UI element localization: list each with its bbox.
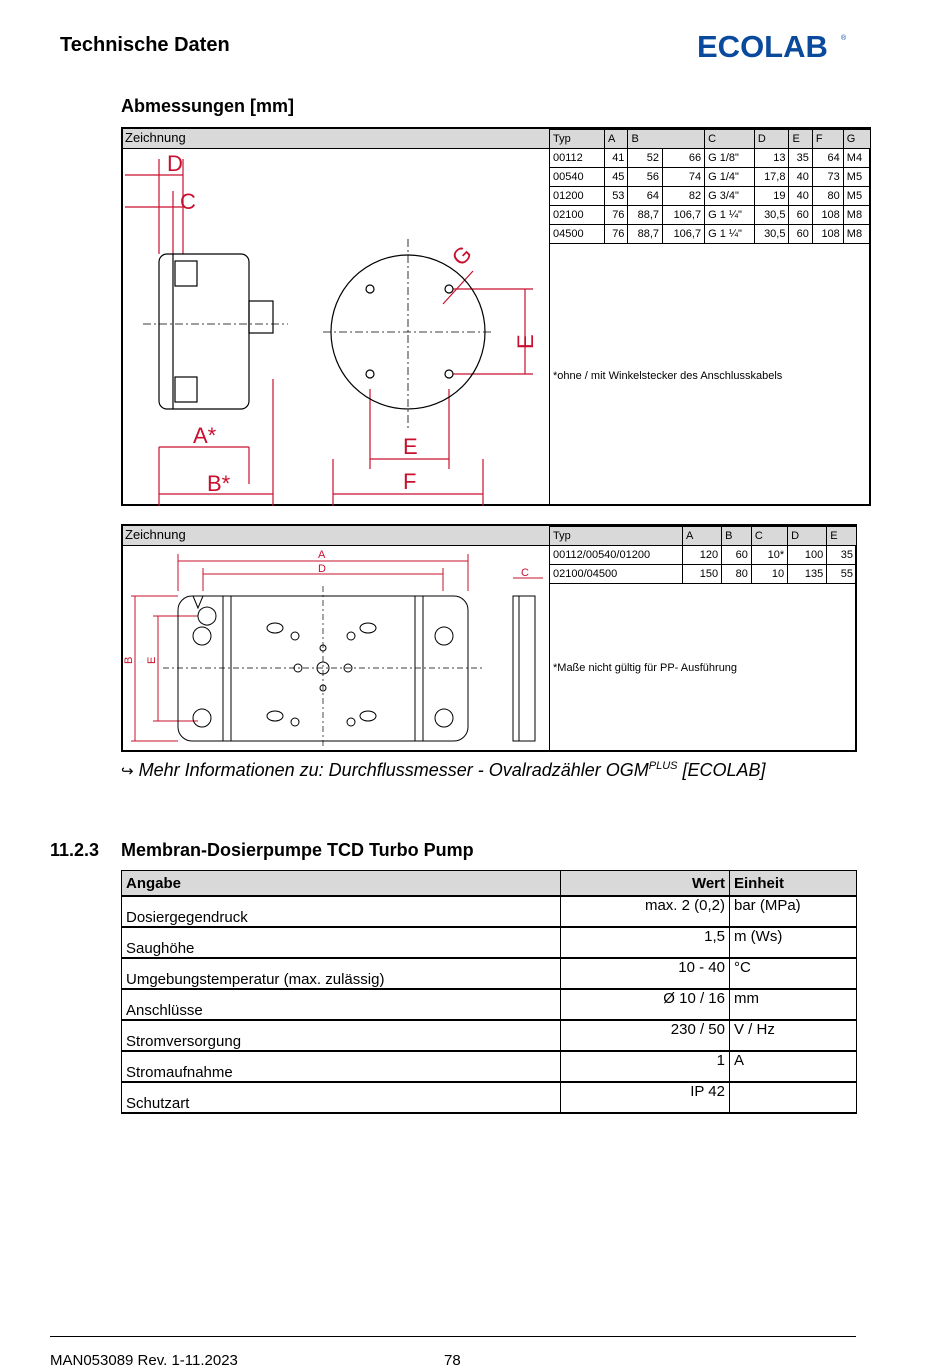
table-header-cell: F xyxy=(812,130,843,149)
cell: 30,5 xyxy=(754,206,789,225)
spec-header-row xyxy=(122,871,857,897)
more-info-suffix: [ECOLAB] xyxy=(677,760,766,780)
cell: 80 xyxy=(812,187,843,206)
cell: 150 xyxy=(683,565,722,584)
cell: 41 xyxy=(605,149,628,168)
drawing-label-b: B xyxy=(123,656,135,664)
spec-value: 1 xyxy=(561,1051,730,1082)
table-row xyxy=(550,546,857,565)
cell: 82 xyxy=(663,187,705,206)
spec-unit xyxy=(730,1082,857,1113)
table-header-cell: C xyxy=(705,130,755,149)
cell: 106,7 xyxy=(663,206,705,225)
cell: 60 xyxy=(789,225,812,244)
spec-unit: mm xyxy=(730,989,857,1020)
drawing-label-a: A* xyxy=(193,423,217,448)
drawing-label-c: C xyxy=(180,189,196,214)
cell: G 3/4" xyxy=(705,187,755,206)
drawing-label-g: G xyxy=(446,240,477,271)
cell: 76 xyxy=(605,225,628,244)
cell: 60 xyxy=(722,546,752,565)
cell: 52 xyxy=(628,149,663,168)
cell: 17,8 xyxy=(754,168,789,187)
footer-doc-id: MAN053089 Rev. 1-11.2023 xyxy=(50,1352,238,1369)
type-table-area xyxy=(549,129,872,506)
drawing-column-header: Zeichnung xyxy=(123,129,551,149)
spec-unit: m (Ws) xyxy=(730,927,857,958)
spec-label: Stromaufnahme xyxy=(122,1051,561,1082)
cell: 74 xyxy=(663,168,705,187)
cell: 02100/04500 xyxy=(550,565,683,584)
spec-unit: V / Hz xyxy=(730,1020,857,1051)
spec-value: 230 / 50 xyxy=(561,1020,730,1051)
table-header-cell: D xyxy=(788,527,827,546)
table-row xyxy=(122,1051,857,1082)
footer-page-number: 78 xyxy=(444,1352,461,1369)
table-row xyxy=(550,168,871,187)
table-row xyxy=(550,149,871,168)
spec-label: Dosiergegendruck xyxy=(122,896,561,927)
cell: 13 xyxy=(754,149,789,168)
footer-divider xyxy=(50,1336,856,1337)
cell: M5 xyxy=(843,187,870,206)
cell: 53 xyxy=(605,187,628,206)
more-info-text: Mehr Informationen zu: Durchflussmesser - Ovalradzähler OGM xyxy=(138,760,649,780)
spec-label: Schutzart xyxy=(122,1082,561,1113)
cell: 30,5 xyxy=(754,225,789,244)
cell: 01200 xyxy=(550,187,605,206)
dimension-table-1 xyxy=(549,129,871,244)
table-note: *Maße nicht gültig für PP- Ausführung xyxy=(553,662,738,674)
cell: 35 xyxy=(827,546,857,565)
table-header-cell: Typ xyxy=(550,130,605,149)
spec-unit: bar (MPa) xyxy=(730,896,857,927)
table-row xyxy=(122,1020,857,1051)
cell: 73 xyxy=(812,168,843,187)
subsection-title: Membran-Dosierpumpe TCD Turbo Pump xyxy=(121,840,474,860)
table-header-cell: E xyxy=(789,130,812,149)
spec-unit: °C xyxy=(730,958,857,989)
subsection-number: 11.2.3 xyxy=(50,840,100,860)
cell: G 1 ¼" xyxy=(705,225,755,244)
subsection-heading xyxy=(50,840,474,861)
spec-label: Anschlüsse xyxy=(122,989,561,1020)
spec-table xyxy=(121,870,857,1114)
table-row xyxy=(122,989,857,1020)
cell: 76 xyxy=(605,206,628,225)
more-info-link[interactable] xyxy=(121,760,766,781)
table-row xyxy=(550,187,871,206)
cell: 88,7 xyxy=(628,225,663,244)
cell: 120 xyxy=(683,546,722,565)
drawing-label-d: D xyxy=(167,151,183,176)
cell: M8 xyxy=(843,206,870,225)
table-header-cell: B xyxy=(628,130,663,149)
drawing-label-d: D xyxy=(318,563,326,575)
table-row xyxy=(550,225,871,244)
section-title: Abmessungen [mm] xyxy=(121,96,295,116)
more-info-sup: PLUS xyxy=(648,760,678,772)
table-header-cell: C xyxy=(751,527,787,546)
cell: M5 xyxy=(843,168,870,187)
cell: 10* xyxy=(751,546,787,565)
cell: 56 xyxy=(628,168,663,187)
drawing-label-c: C xyxy=(521,567,529,579)
table-header-cell: G xyxy=(843,130,870,149)
cell: 106,7 xyxy=(663,225,705,244)
table-header-cell: A xyxy=(683,527,722,546)
cell: M8 xyxy=(843,225,870,244)
table-header-cell: Typ xyxy=(550,527,683,546)
spec-header-einheit: Einheit xyxy=(730,871,857,897)
drawing-label-a: A xyxy=(318,549,326,561)
page-header-title: Technische Daten xyxy=(60,34,230,56)
drawing-label-f: F xyxy=(403,469,417,494)
cell: 00112/00540/01200 xyxy=(550,546,683,565)
svg-text:®: ® xyxy=(841,35,847,42)
spec-header-angabe: Angabe xyxy=(122,871,561,897)
cell: 88,7 xyxy=(628,206,663,225)
spec-value: IP 42 xyxy=(561,1082,730,1113)
cell: 80 xyxy=(722,565,752,584)
table-note: *ohne / mit Winkelstecker des Anschlusskabels xyxy=(553,370,783,382)
table-header-cell xyxy=(663,130,705,149)
drawing-label-e: E xyxy=(146,656,158,664)
table-row xyxy=(122,958,857,989)
cell: 04500 xyxy=(550,225,605,244)
table-header-cell: E xyxy=(827,527,857,546)
drawing-label-b: B* xyxy=(207,471,231,496)
cell: G 1 ¼" xyxy=(705,206,755,225)
dimension-table-2 xyxy=(549,526,857,584)
table-header-row xyxy=(550,527,857,546)
spec-value: Ø 10 / 16 xyxy=(561,989,730,1020)
cell: 60 xyxy=(789,206,812,225)
cell: 64 xyxy=(628,187,663,206)
cell: 10 xyxy=(751,565,787,584)
cell: 55 xyxy=(827,565,857,584)
table-row xyxy=(550,565,857,584)
cell: 135 xyxy=(788,565,827,584)
cell: 108 xyxy=(812,206,843,225)
table-header-row xyxy=(550,130,871,149)
cell: G 1/4" xyxy=(705,168,755,187)
table-header-cell: D xyxy=(754,130,789,149)
drawing-label-e: E xyxy=(403,434,418,459)
cell: 40 xyxy=(789,187,812,206)
cell: 64 xyxy=(812,149,843,168)
spec-value: max. 2 (0,2) xyxy=(561,896,730,927)
dimension-block-2 xyxy=(121,524,857,752)
cell: 35 xyxy=(789,149,812,168)
spec-label: Umgebungstemperatur (max. zulässig) xyxy=(122,958,561,989)
spec-unit: A xyxy=(730,1051,857,1082)
cell: G 1/8" xyxy=(705,149,755,168)
spec-header-wert: Wert xyxy=(561,871,730,897)
spec-label: Saughöhe xyxy=(122,927,561,958)
dimension-block-1 xyxy=(121,127,871,506)
drawing-label-e2: E xyxy=(513,334,538,349)
cell: 108 xyxy=(812,225,843,244)
pump-dimension-drawing xyxy=(123,149,549,506)
cell: 45 xyxy=(605,168,628,187)
table-row xyxy=(122,1082,857,1113)
svg-text:ECOLAB: ECOLAB xyxy=(697,29,828,64)
table-header-cell: A xyxy=(605,130,628,149)
table-header-cell: B xyxy=(722,527,752,546)
table-row xyxy=(122,927,857,958)
ecolab-logo xyxy=(697,26,847,66)
drawing-column-header: Zeichnung xyxy=(123,526,551,546)
arrow-link-icon: ↪ xyxy=(121,763,134,780)
spec-value: 10 - 40 xyxy=(561,958,730,989)
cell: 00540 xyxy=(550,168,605,187)
cell: 100 xyxy=(788,546,827,565)
cell: 66 xyxy=(663,149,705,168)
cell: 40 xyxy=(789,168,812,187)
table-row xyxy=(550,206,871,225)
spec-label: Stromversorgung xyxy=(122,1020,561,1051)
cell: 00112 xyxy=(550,149,605,168)
cell: 02100 xyxy=(550,206,605,225)
bracket-dimension-drawing xyxy=(123,546,549,752)
table-row xyxy=(122,896,857,927)
cell: 19 xyxy=(754,187,789,206)
type-table-area xyxy=(549,526,858,752)
spec-value: 1,5 xyxy=(561,927,730,958)
cell: M4 xyxy=(843,149,870,168)
